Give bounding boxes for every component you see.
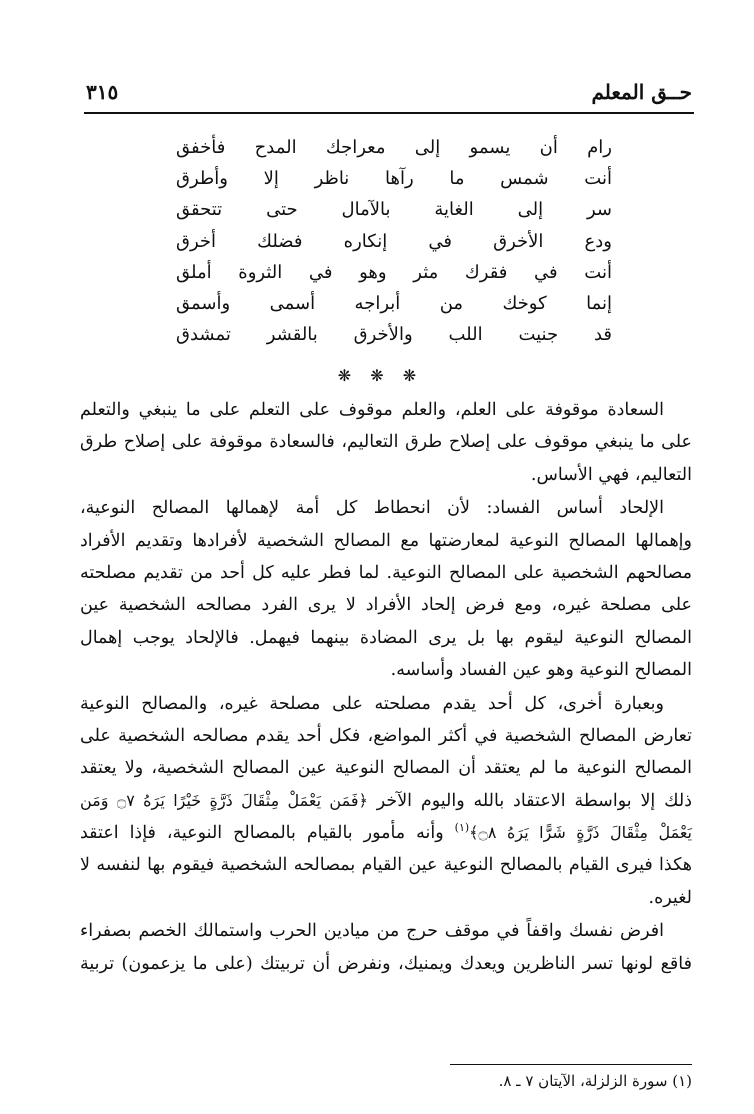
text-segment: ذلك إلا بواسطة الاعتقاد بالله واليوم الآخر xyxy=(367,790,693,811)
text-line: هكذا فيرى القيام بالمصالح النوعية عين القيام بمصالحه الشخصية فيقوم بها لنفسه لا xyxy=(80,855,692,876)
text-line: فاقع لونها تسر الناظرين ويعدك ويمنيك، ونفرض أن تربيتك (على ما يزعمون) تربية xyxy=(80,953,692,974)
section-separator: ❋ ❋ ❋ xyxy=(337,366,417,385)
text-line xyxy=(80,817,692,849)
text-line: وإهمالها المصالح النوعية لمعارضتها مع المصالح الشخصية لأفرادها وتقديم الأفراد xyxy=(80,530,692,551)
text-line: الإلحاد أساس الفساد: لأن انحطاط كل أمة لإهمالها المصالح النوعية، xyxy=(80,498,664,519)
text-line: على مصلحة غيره، ومع فرض إلحاد الأفراد لا يرى الفرد مصالحه الشخصية عين xyxy=(80,595,692,616)
footnote-rule xyxy=(450,1064,692,1065)
text-line: المصالح النوعية وهو عين الفساد وأساسه. xyxy=(390,660,692,681)
footnote: (١) سورة الزلزلة، الآيتان ٧ ـ ٨. xyxy=(498,1072,692,1090)
poem-verse: رام أن يسمو إلى معراجك المدح فأخفق xyxy=(176,137,612,158)
paragraph xyxy=(80,492,692,686)
text-line xyxy=(80,785,692,817)
text-line: المصالح النوعية ما لم يعتقد أن المصالح النوعية عين المصالح الشخصية، ولا يعتقد xyxy=(80,758,692,779)
poem-verse: إنما كوخك من أبراجه أسمى وأسمق xyxy=(176,292,612,314)
paragraph xyxy=(80,688,692,915)
paragraph xyxy=(80,915,692,980)
poem-verse: ودع الأخرق في إنكاره فضلك أخرق xyxy=(176,230,612,252)
text-line: تعارض المصالح الشخصية في أكثر المواضع، فكل أحد يقدم مصالحه الشخصية على xyxy=(80,725,692,746)
body-text xyxy=(80,394,692,981)
poem xyxy=(176,132,612,350)
running-header-title: حــق المعلم xyxy=(591,80,692,104)
text-line: السعادة موقوفة على العلم، والعلم موقوف على التعلم على ما ينبغي والتعلم xyxy=(80,400,664,420)
page-number: ٣١٥ xyxy=(86,80,119,104)
footnote-marker: (١) xyxy=(454,821,470,835)
text-line: وبعبارة أخرى، كل أحد يقدم مصلحته على مصلحة غيره، والمصالح النوعية xyxy=(80,693,664,714)
text-line: التعاليم، فهي الأساس. xyxy=(530,464,692,485)
poem-verse: سر إلى الغاية بالآمال حتى تتحقق xyxy=(176,199,612,221)
text-line: افرض نفسك واقفاً في موقف حرج من ميادين الحرب واستمالك الخصم بصفراء xyxy=(80,921,664,942)
text-segment: وأنه مأمور بالقيام بالمصالح النوعية، فإذا اعتقد xyxy=(80,823,455,844)
quran-verse: ﴿فَمَن يَعْمَلْ مِثْقَالَ ذَرَّةٍ خَيْرًا يَرَهُ ۝٧ وَمَن xyxy=(80,790,368,810)
quran-verse: يَعْمَلْ مِثْقَالَ ذَرَّةٍ شَرًّا يَرَهُ ۝٨﴾ xyxy=(469,823,692,843)
text-line: مصالحهم الشخصية على المصالح النوعية. لما فطر عليه كل أحد من تقديم مصلحته xyxy=(80,562,692,583)
paragraph xyxy=(80,394,692,491)
poem-verse: أنت في فقرك مثر وهو في الثروة أملق xyxy=(176,261,612,283)
poem-verse: أنت شمس ما رآها ناظر إلا وأطرق xyxy=(176,168,612,190)
text-line: المصالح النوعية ليقوم بها بل يرى المضادة بينهما فيهمل. فالإلحاد يوجب إهمال xyxy=(80,627,692,648)
poem-verse: قد جنيت اللب والأخرق بالقشر تمشدق xyxy=(176,324,612,346)
text-line: لغيره. xyxy=(648,887,692,908)
text-line: على ما ينبغي موقوف على إصلاح طرق التعاليم، فالسعادة موقوفة على إصلاح طرق xyxy=(80,432,692,453)
header-rule xyxy=(84,112,694,114)
